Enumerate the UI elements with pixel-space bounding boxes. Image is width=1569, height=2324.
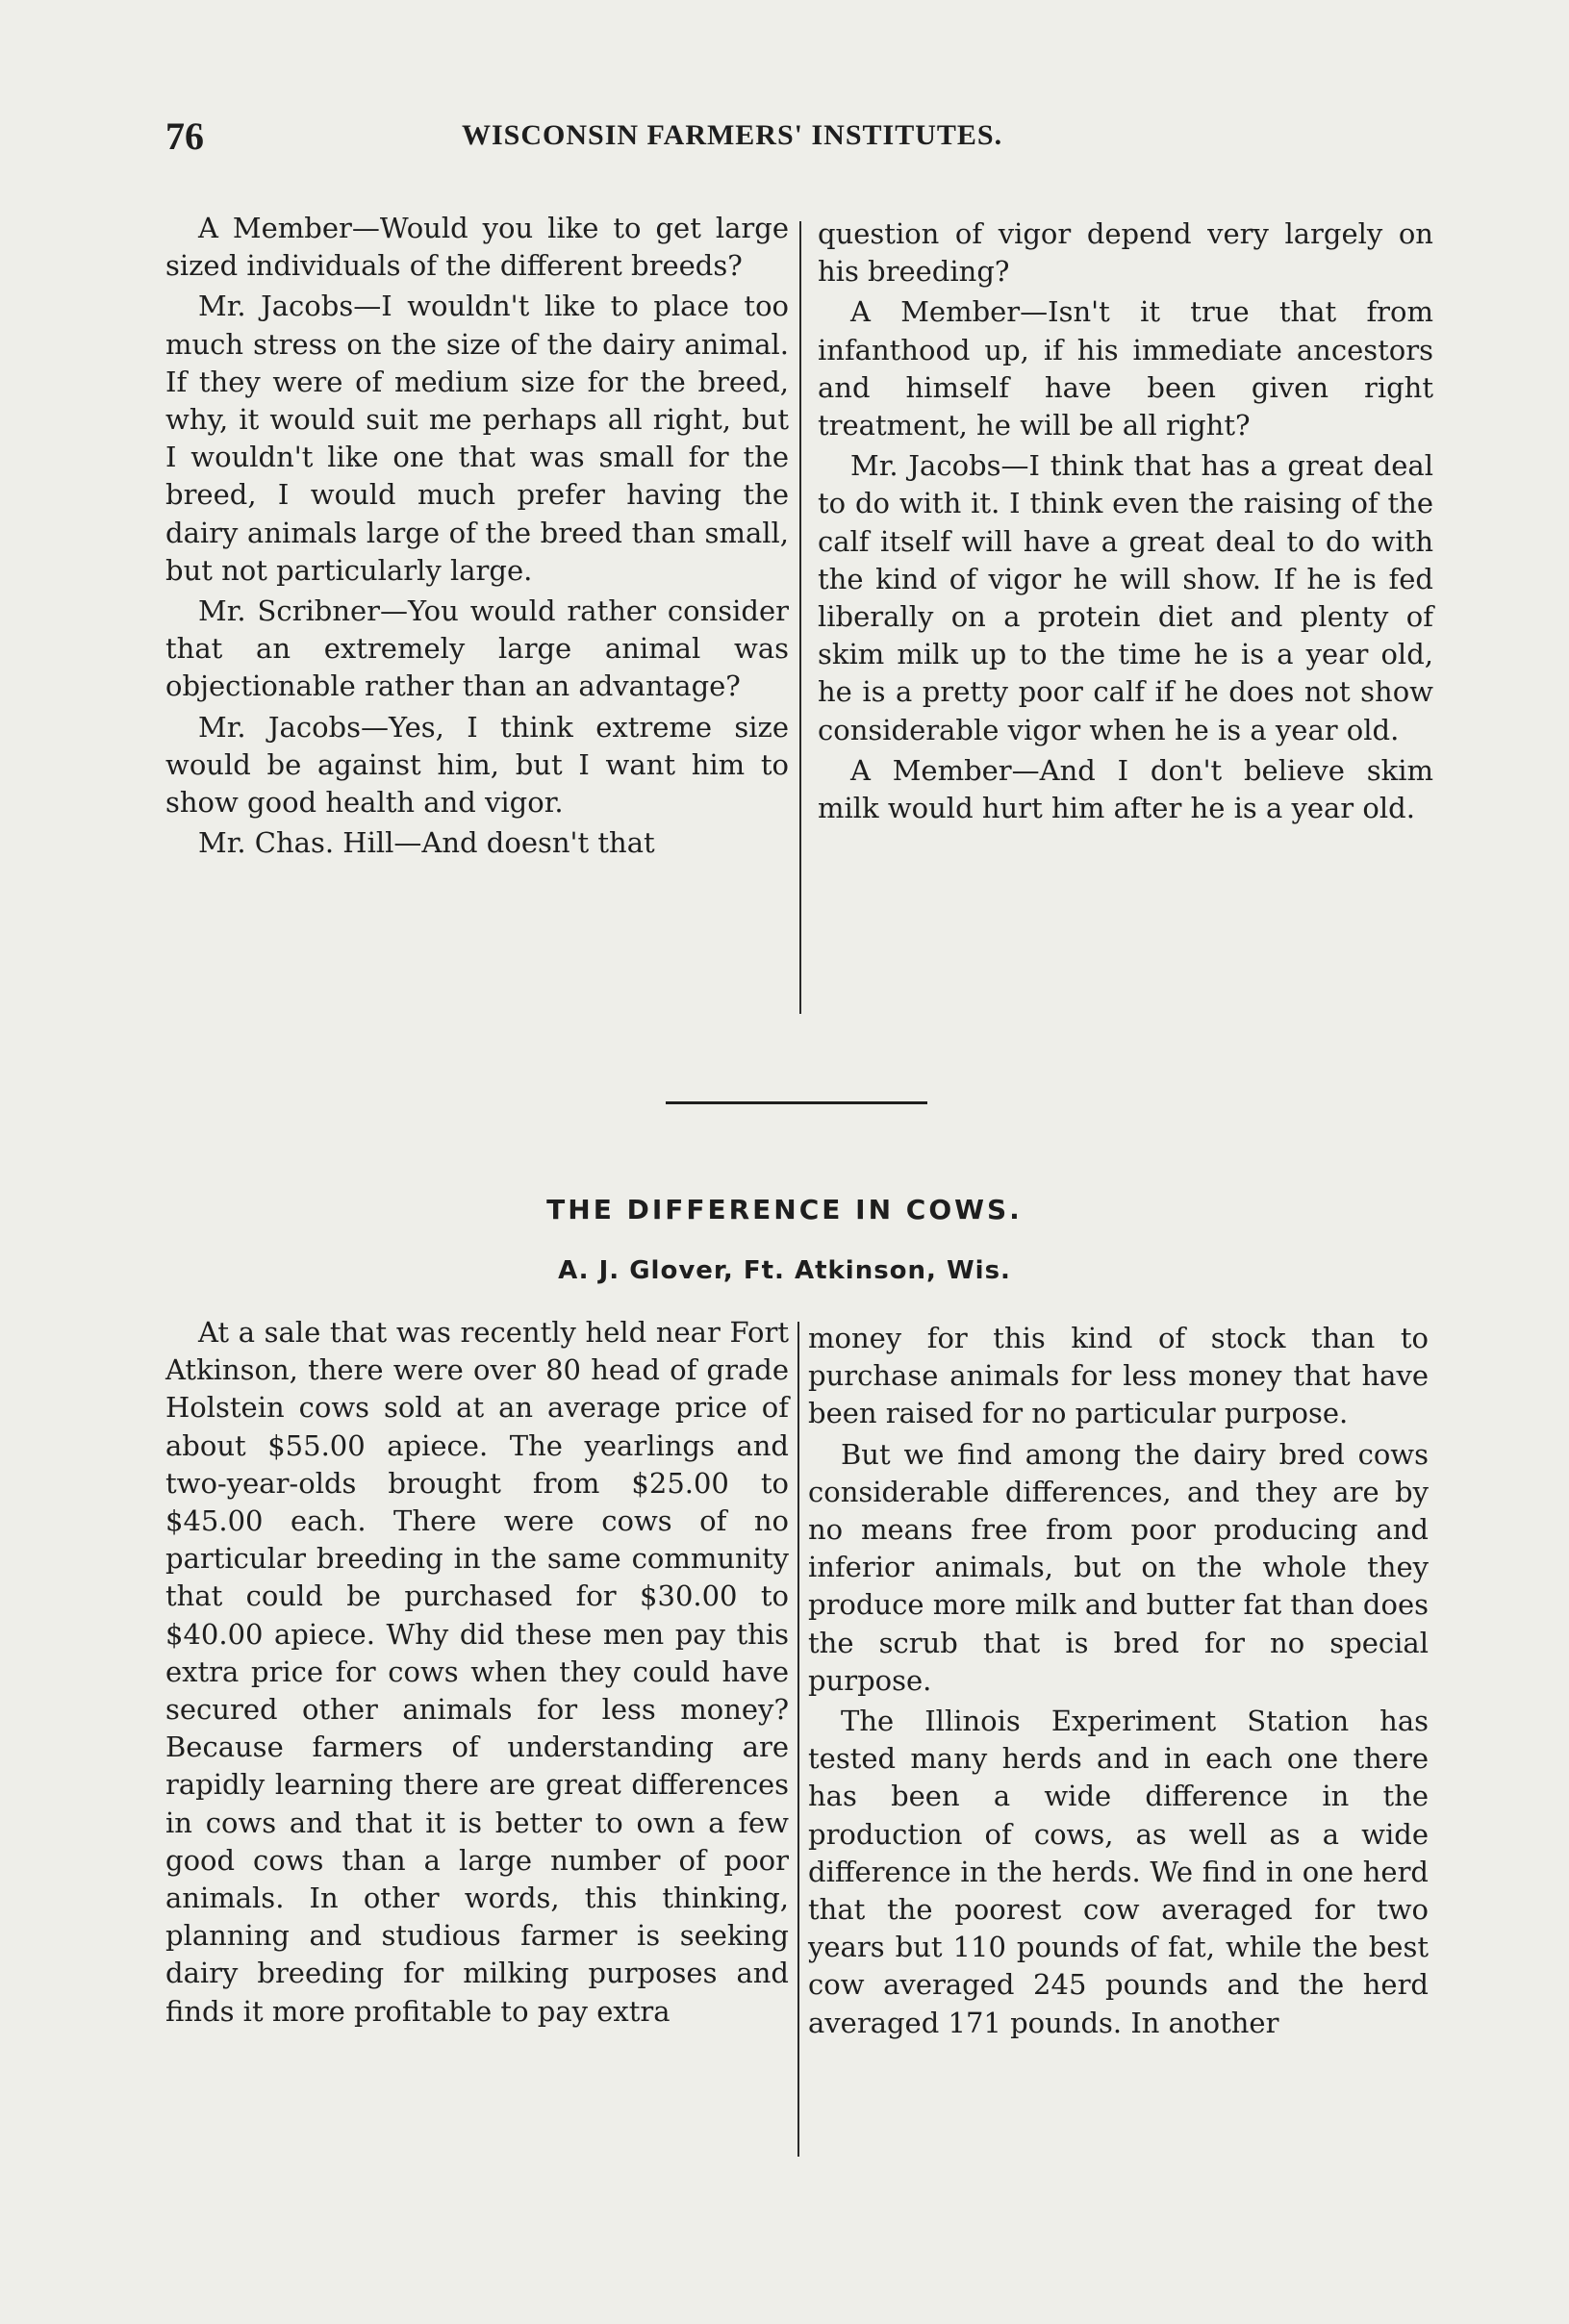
paragraph: Mr. Scribner—You would rather consider that an extremely large animal was objectionable rather than an advantage? [165,594,789,703]
paragraph-continuation: question of vigor depend very largely on his breeding? [818,217,1433,289]
article-byline: A. J. Glover, Ft. Atkinson, Wis. [558,1256,1011,1285]
article-left-column [165,1314,789,2031]
paragraph: A Member—And I don't believe skim milk would hurt him after he is a year old. [818,753,1433,825]
paragraph: Mr. Jacobs—I think that has a great deal to do with it. I think even the raising of the calf itself will have a great deal to do with the kind of vigor he will show. If he is fed liberally on a protein diet and plenty of skim milk up to the time he is a year old, he is a pretty poor calf if he does not show considerable vigor when he is a year old. [818,449,1433,746]
paragraph: A Member—Would you like to get large sized individuals of the different breeds? [165,212,789,283]
paragraph: A Member—Isn't it true that from infanthood up, if his immediate ancestors and himself have been given right treatment, he will be all right? [818,295,1433,442]
article-title: THE DIFFERENCE IN COWS. [546,1194,1023,1225]
paragraph: Mr. Chas. Hill—And doesn't that [198,826,655,860]
paragraph: Mr. Jacobs—I wouldn't like to place too much stress on the size of the dairy animal. If they were of medium size for the breed, why, it would suit me perhaps all right, but I wouldn't like one that was small for the breed, I would much prefer having the dairy animals large of the breed than small, but not particularly large. [165,290,789,587]
paragraph: But we find among the dairy bred cows considerable differences, and they are by no means free from poor producing and inferior animals, but on the whole they produce more milk and butter fat than does the scrub that is bred for no special purpose. [808,1437,1429,1697]
paragraph: The Illinois Experiment Station has tested many herds and in each one there has been a wide difference in the production of cows, as well as a wide difference in the herds. We find in one herd that the poorest cow averaged for two years but 110 pounds of fat, while the best cow averaged 245 pounds and the herd averaged 171 pounds. In another [808,1705,1429,2039]
page-number: 76 [165,114,204,158]
column-divider [799,221,801,1014]
paragraph: At a sale that was recently held near Fort Atkinson, there were over 80 head of grade Holstein cows sold at an average price of about $55.00 apiece. The yearlings and two-year-olds brought from $25.00 to $45.00 each. There were cows of no particular breeding in the same community that could be purchased for $30.00 to $40.00 apiece. Why did these men pay this extra price for cows when they could have secured other animals for less money? Because farmers of understanding are rapidly learning there are great differences in cows and that it is better to own a few good cows than a large number of poor animals. In other words, this thinking, planning and studious farmer is seeking dairy breeding for milking purposes and finds it more profitable to pay extra [165,1316,789,2028]
paragraph: Mr. Jacobs—Yes, I think extreme size would be against him, but I want him to show good health and vigor. [165,710,789,820]
paragraph-continuation: money for this kind of stock than to purchase animals for less money that have been raised for no particular purpose. [808,1322,1429,1430]
column-divider [797,1322,799,2157]
discussion-right-column [818,215,1433,827]
article-right-column [808,1320,1429,2042]
section-separator [666,1101,927,1104]
running-title: WISCONSIN FARMERS' INSTITUTES. [462,119,1003,151]
discussion-left-column [165,210,789,862]
